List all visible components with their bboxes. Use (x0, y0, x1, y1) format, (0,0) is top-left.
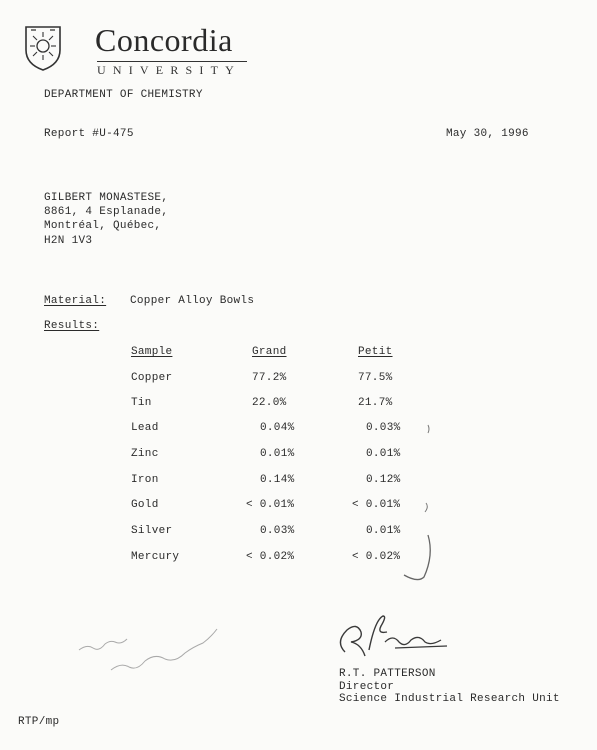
grand-value: < 0.02% (246, 551, 295, 563)
column-header-grand: Grand (252, 346, 287, 358)
sample-name: Iron (131, 474, 159, 486)
signatory-unit: Science Industrial Research Unit (339, 693, 560, 705)
grand-value: 0.03% (260, 525, 295, 537)
signatory-title: Director (339, 681, 395, 693)
university-rule (97, 61, 247, 62)
report-date: May 30, 1996 (446, 128, 529, 140)
university-seal-icon (22, 24, 64, 72)
typist-initials: RTP/mp (18, 716, 60, 728)
grand-value: 0.14% (260, 474, 295, 486)
grand-value: 22.0% (252, 397, 287, 409)
address-line: GILBERT MONASTESE, (44, 192, 169, 204)
petit-value: < 0.01% (352, 499, 401, 511)
petit-value: 0.01% (366, 448, 401, 460)
address-line: Montréal, Québec, (44, 220, 162, 232)
sample-name: Tin (131, 397, 152, 409)
petit-value: 21.7% (358, 397, 393, 409)
petit-value: 77.5% (358, 372, 393, 384)
material-label: Material: (44, 295, 107, 307)
report-number: Report #U-475 (44, 128, 134, 140)
column-header-petit: Petit (358, 346, 393, 358)
department-name: DEPARTMENT OF CHEMISTRY (44, 89, 203, 101)
pencil-note (75, 618, 255, 680)
grand-value: 77.2% (252, 372, 287, 384)
university-name: Concordia (95, 22, 233, 58)
sample-name: Copper (131, 372, 173, 384)
sample-name: Silver (131, 525, 173, 537)
petit-value: 0.12% (366, 474, 401, 486)
column-header-sample: Sample (131, 346, 173, 358)
sample-name: Lead (131, 422, 159, 434)
signature (325, 612, 455, 660)
grand-value: 0.01% (260, 448, 295, 460)
petit-value: 0.03% (366, 422, 401, 434)
petit-value: < 0.02% (352, 551, 401, 563)
university-subtitle: UNIVERSITY (97, 63, 241, 77)
results-label: Results: (44, 320, 100, 332)
grand-value: 0.04% (260, 422, 295, 434)
grand-value: < 0.01% (246, 499, 295, 511)
petit-value: 0.01% (366, 525, 401, 537)
sample-name: Gold (131, 499, 159, 511)
address-line: H2N 1V3 (44, 235, 93, 247)
sample-name: Mercury (131, 551, 180, 563)
address-line: 8861, 4 Esplanade, (44, 206, 169, 218)
material-value: Copper Alloy Bowls (130, 295, 255, 307)
sample-name: Zinc (131, 448, 159, 460)
handwritten-marks (400, 385, 440, 585)
signatory-name: R.T. PATTERSON (339, 668, 436, 680)
